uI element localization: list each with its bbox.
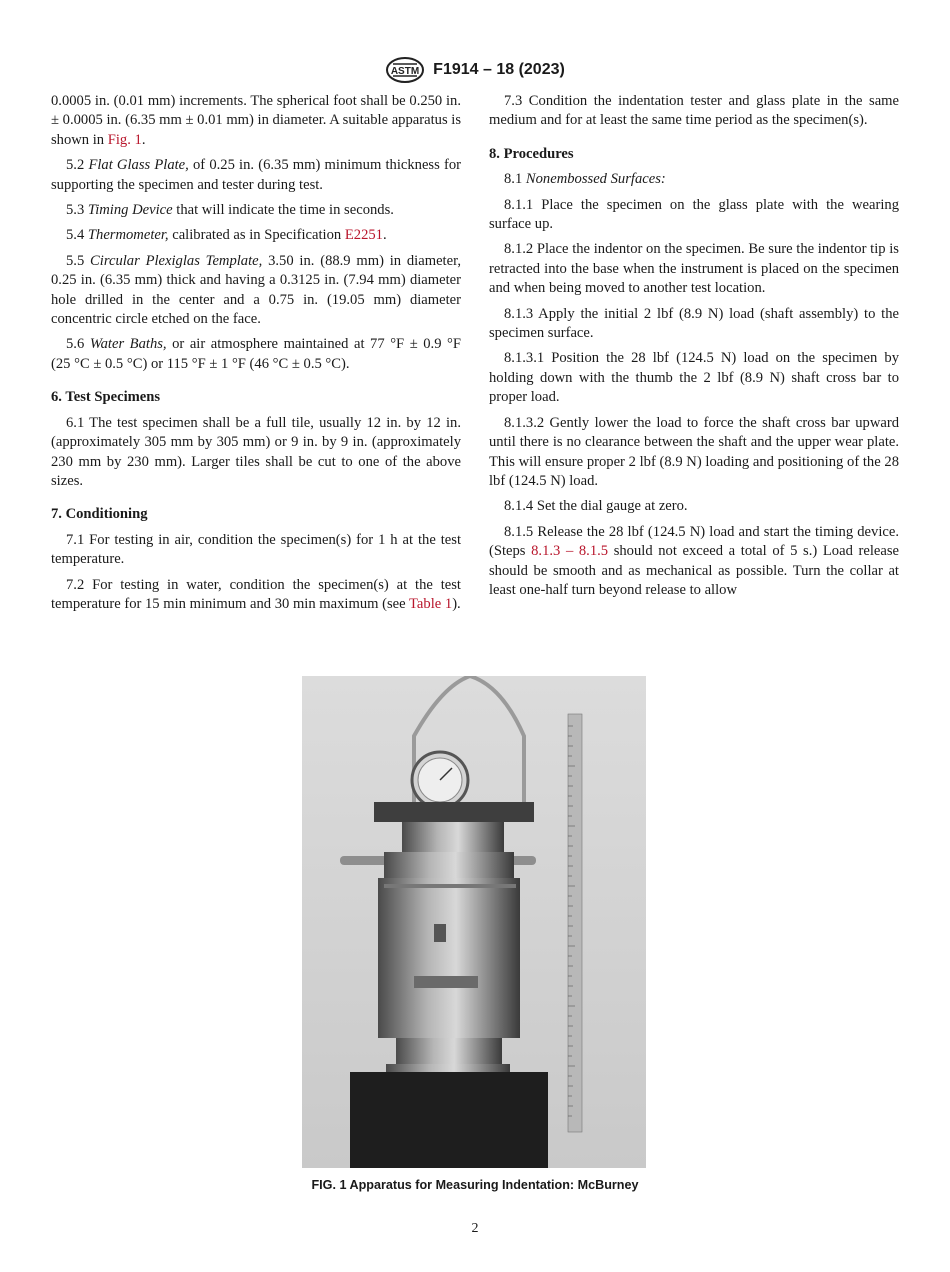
section-8-1-3-1: 8.1.3.1 Position the 28 lbf (124.5 N) load on the specimen by holding down with the thumb the 2 lbf (8.9 N) shaft cross bar to proper load.: [489, 350, 899, 406]
steps-link[interactable]: 8.1.3 – 8.1.5: [531, 543, 609, 560]
section-8-1-4: 8.1.4 Set the dial gauge at zero.: [504, 498, 688, 515]
section-5-4: 5.4 Thermometer, calibrated as in Specification E2251.: [66, 227, 387, 244]
right-column: [489, 92, 899, 606]
section-8-1-3-2: 8.1.3.2 Gently lower the load to force the shaft cross bar upward until there is no clearance between the shaft and the upper wear plate. This will ensure proper 2 lbf (8.9 N) loading and positioning of the 28 lbf (124.5 N) load.: [489, 414, 899, 489]
astm-logo-icon: [385, 56, 425, 84]
page-number: 2: [471, 1221, 479, 1236]
figure-caption: FIG. 1 Apparatus for Measuring Indentation: McBurney: [311, 1178, 639, 1192]
e2251-link[interactable]: E2251: [344, 227, 383, 244]
section-5-6: 5.6 Water Baths, or air atmosphere maintained at 77 °F ± 0.9 °F (25 °C ± 0.5 °C) or 115 °F ± 1 °F (46 °C ± 0.5 °C).: [51, 336, 461, 372]
section-5-5: 5.5 Circular Plexiglas Template, 3.50 in. (88.9 mm) in diameter, 0.25 in. (6.35 mm) thick and having a 0.3125 in. (7.94 mm) diameter hole drilled in the center and a 0.75 in. (19.05 mm) diameter concentric circle etched on the face.: [51, 252, 461, 328]
page-header: [0, 56, 950, 84]
section-6-1: 6.1 The test specimen shall be a full tile, usually 12 in. by 12 in. (approximately 305 mm by 305 mm) or 9 in. by 9 in. (approximately 230 mm by 230 mm). Larger tiles shall be cut to one of the above sizes.: [51, 414, 461, 489]
standard-designation: F1914 – 18 (2023): [433, 61, 565, 78]
fig-1-link[interactable]: Fig. 1: [107, 131, 142, 148]
section-7-1: 7.1 For testing in air, condition the specimen(s) for 1 h at the test temperature.: [51, 531, 461, 568]
section-5-2: 5.2 Flat Glass Plate, of 0.25 in. (6.35 mm) minimum thickness for supporting the specimen and tester during test.: [51, 157, 461, 193]
section-7-2: 7.2 For testing in water, condition the specimen(s) at the test temperature for 15 min minimum and 30 min maximum (see Table 1).: [51, 576, 461, 612]
svg-text:ASTM: ASTM: [391, 66, 420, 77]
section-7-3: 7.3 Condition the indentation tester and glass plate in the same medium and for at least the same time period as the specimen(s).: [489, 93, 899, 129]
section-8-1-2: 8.1.2 Place the indentor on the specimen. Be sure the indentor tip is retracted into the base when the instrument is placed on the specimen and when being moved to another test location.: [489, 241, 899, 297]
section-8-1: 8.1 Nonembossed Surfaces:: [504, 171, 666, 188]
paragraph-5-1-continued: 0.0005 in. (0.01 mm) increments. The spherical foot shall be 0.250 in. ± 0.0005 in. (6.35 mm ± 0.01 mm) in diameter. A suitable apparatus is shown in Fig. 1.: [51, 93, 461, 148]
heading-procedures: 8. Procedures: [489, 145, 574, 162]
heading-conditioning: 7. Conditioning: [51, 506, 148, 523]
section-8-1-3: 8.1.3 Apply the initial 2 lbf (8.9 N) load (shaft assembly) to the specimen surface.: [489, 305, 899, 342]
left-column: [51, 92, 461, 620]
section-8-1-5: 8.1.5 Release the 28 lbf (124.5 N) load and start the timing device. (Steps 8.1.3 – 8.1.5 should not exceed a total of 5 s.) Load release should be smooth and as mechanical as possible. Turn the collar at least one-half turn beyond release to allow: [489, 523, 899, 598]
table-1-link[interactable]: Table 1: [409, 595, 453, 612]
section-8-1-1: 8.1.1 Place the specimen on the glass plate with the wearing surface up.: [489, 196, 899, 233]
figure-1-apparatus-photo: [302, 676, 646, 1168]
heading-test-specimens: 6. Test Specimens: [51, 389, 161, 406]
section-5-3: 5.3 Timing Device that will indicate the time in seconds.: [66, 202, 394, 219]
